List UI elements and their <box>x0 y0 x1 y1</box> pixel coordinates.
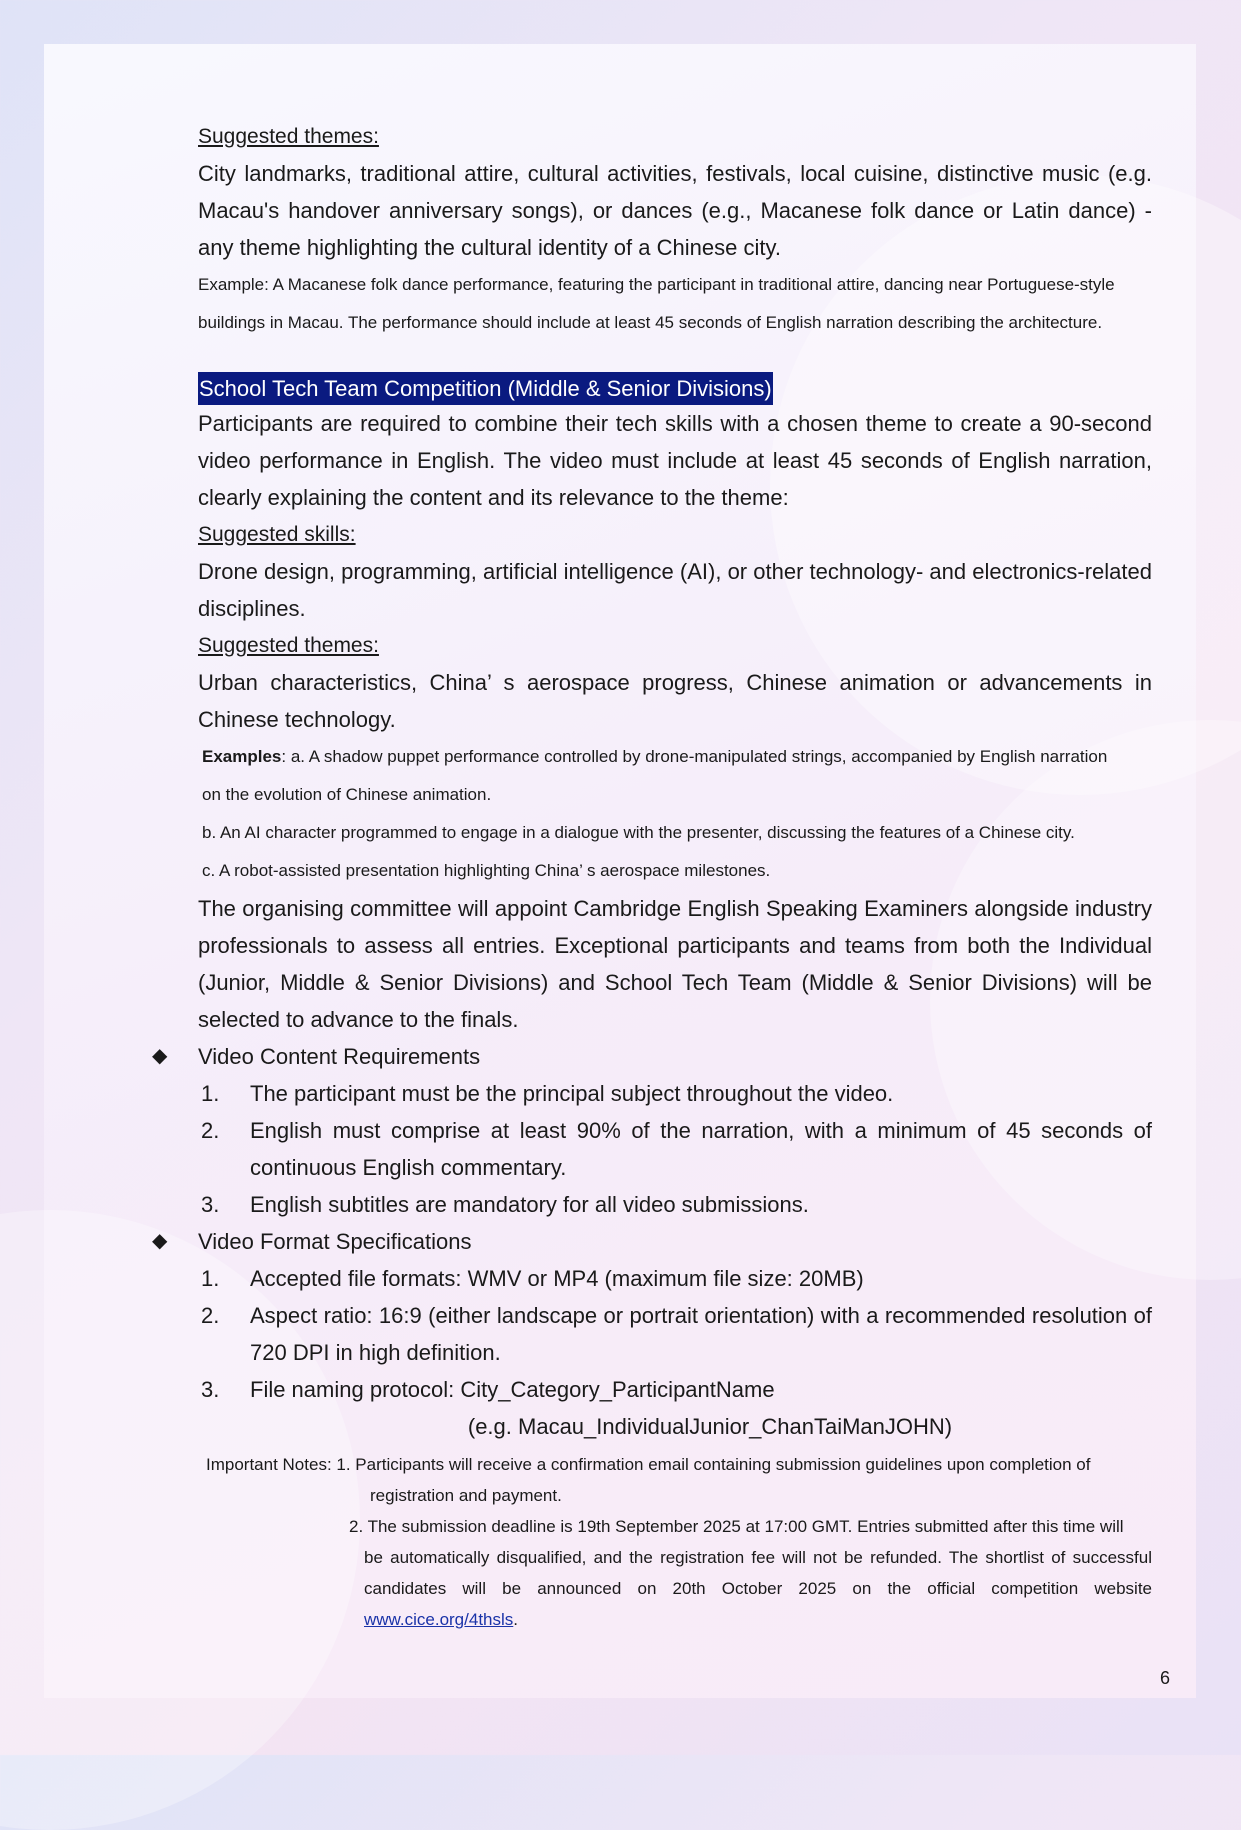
file-naming-example: (e.g. Macau_IndividualJunior_ChanTaiManJOHN) <box>467 1414 953 1439</box>
document-body <box>152 118 1152 1635</box>
page-number: 6 <box>1160 1668 1171 1688</box>
suggested-themes-heading: Suggested themes: <box>198 125 379 148</box>
example-c: c. A robot-assisted presentation highlighting China’ s aerospace milestones. <box>202 861 771 880</box>
suggested-skills-heading: Suggested skills: <box>198 523 356 546</box>
tech-intro: Participants are required to combine their tech skills with a chosen theme to create a 90-second video performance in English. The video must include at least 45 seconds of English narration, clearly explaining the content and its relevance to the theme: <box>198 411 1152 510</box>
note-1-cont: registration and payment. <box>370 1486 562 1505</box>
example-line: Example: A Macanese folk dance performance, featuring the participant in traditional attire, dancing near Portuguese-style <box>198 275 1115 294</box>
example-a: Examples: a. A shadow puppet performance controlled by drone-manipulated strings, accompanied by English narration <box>202 747 1108 766</box>
list-item: 1. Accepted file formats: WMV or MP4 (maximum file size: 20MB) <box>201 1266 864 1291</box>
important-notes: Important Notes: 1. Participants will receive a confirmation email containing submission guidelines upon completion of registration and payment. 2. The submission deadline is 19th September 2025 at 17:00 GMT. Entries submitted after this time will be automatically disqualified, and the registration fee will not be refunded. The shortlist of successful candidates will be announced on 20th October 2025 on the official competition website www.cice.org/4thsls. <box>198 1449 1152 1635</box>
list-item: 1. The participant must be the principal subject throughout the video. <box>201 1081 894 1106</box>
example-a-cont: on the evolution of Chinese animation. <box>202 785 492 804</box>
diamond-bullet-icon: ◆ <box>152 1230 168 1252</box>
examples-label: Examples <box>202 747 282 766</box>
suggested-themes-heading: Suggested themes: <box>198 634 379 657</box>
example-b: b. An AI character programmed to engage in a dialogue with the presenter, discussing the features of a Chinese city. <box>202 823 1075 842</box>
list-item: 2. Aspect ratio: 16:9 (either landscape or portrait orientation) with a recommended resolution of 720 DPI in high definition. <box>201 1303 1152 1365</box>
tech-themes-text: Urban characteristics, China’ s aerospace progress, Chinese animation or advancements in Chinese technology. <box>198 670 1152 732</box>
note-2: 2. The submission deadline is 19th September 2025 at 17:00 GMT. Entries submitted after this time will <box>349 1517 1124 1536</box>
example-line: buildings in Macau. The performance should include at least 45 seconds of English narration describing the architecture. <box>198 313 1103 332</box>
content-requirements-list <box>198 1075 1152 1223</box>
format-specifications-heading: ◆ Video Format Specifications <box>198 1223 1152 1260</box>
format-specifications-list <box>198 1260 1152 1408</box>
note-2-cont: be automatically disqualified, and the registration fee will not be refunded. The shortlist of successful candidates will be announced on 20th October 2025 on the official competition website www.cice.org/4thsls. <box>364 1548 1152 1629</box>
diamond-bullet-icon: ◆ <box>152 1045 168 1067</box>
list-item: 3. File naming protocol: City_Category_ParticipantName <box>201 1377 775 1402</box>
list-item: 2. English must comprise at least 90% of the narration, with a minimum of 45 seconds of continuous English commentary. <box>201 1118 1152 1180</box>
skills-text: Drone design, programming, artificial intelligence (AI), or other technology- and electronics-related disciplines. <box>198 559 1152 621</box>
committee-text: The organising committee will appoint Cambridge English Speaking Examiners alongside industry professionals to assess all entries. Exceptional participants and teams from both the Individual (Junior, Middle & Senior Divisions) and School Tech Team (Middle & Senior Divisions) will be selected to advance to the finals. <box>198 896 1152 1032</box>
list-item: 3. English subtitles are mandatory for all video submissions. <box>201 1192 809 1217</box>
themes-text: City landmarks, traditional attire, cultural activities, festivals, local cuisine, distinctive music (e.g. Macau's handover anniversary songs), or dances (e.g., Macanese folk dance or Latin dance) - any theme highlighting the cultural identity of a Chinese city. <box>198 161 1152 260</box>
notes-label: Important Notes: <box>206 1455 332 1474</box>
section-title-highlighted: School Tech Team Competition (Middle & Senior Divisions) <box>198 372 773 405</box>
website-link[interactable]: www.cice.org/4thsls <box>364 1610 514 1629</box>
content-requirements-heading: ◆ Video Content Requirements <box>198 1038 1152 1075</box>
